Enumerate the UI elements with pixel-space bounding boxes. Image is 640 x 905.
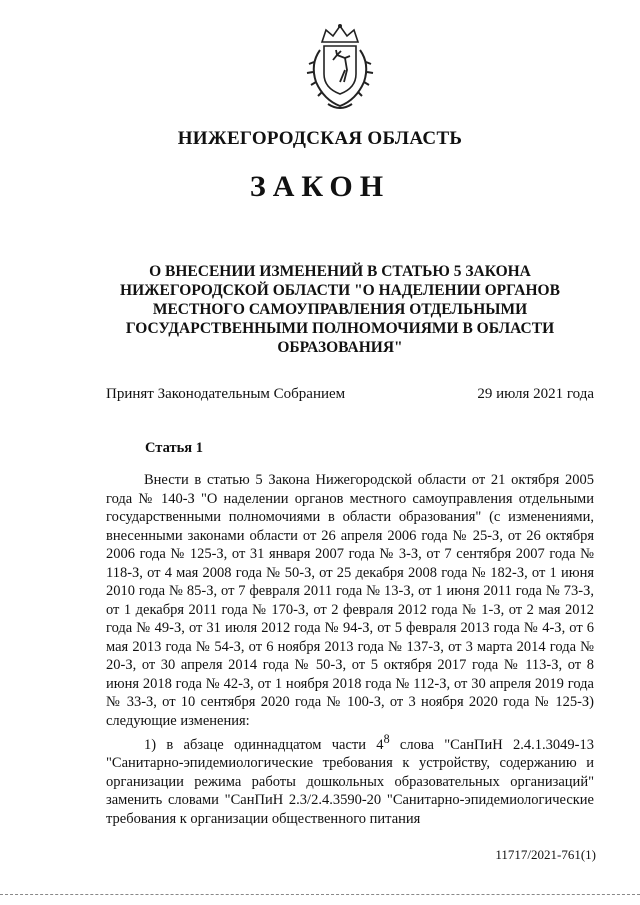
coat-of-arms-emblem (300, 22, 380, 114)
law-title: О ВНЕСЕНИИ ИЗМЕНЕНИЙ В СТАТЬЮ 5 ЗАКОНА НИЖЕГОРОДСКОЙ ОБЛАСТИ "О НАДЕЛЕНИИ ОРГАНОВ МЕСТНОГО САМОУПРАВЛЕНИЯ ОТДЕЛЬНЫМИ ГОСУДАРСТВЕННЫМИ ПОЛНОМОЧИЯМИ В ОБЛАСТИ ОБРАЗОВАНИЯ" (120, 263, 560, 356)
amendment-item-1 (106, 730, 594, 828)
page-bottom-divider (0, 894, 640, 895)
document-number: 11717/2021-761(1) (495, 847, 596, 862)
item1-superscript: 8 (383, 732, 390, 746)
adopted-by: Принят Законодательным Собранием (106, 386, 346, 402)
article-heading: Статья 1 (145, 440, 203, 456)
item1-prefix: 1) в абзаце одиннадцатом части 4 (144, 736, 384, 753)
region-name: НИЖЕГОРОДСКАЯ ОБЛАСТЬ (177, 128, 463, 149)
adoption-date: 29 июля 2021 года (477, 386, 594, 402)
document-type: ЗАКОН (249, 170, 391, 203)
article-intro: Внести в статью 5 Закона Нижегородской области от 21 октября 2005 года № 140-З "О наделении органов местного самоуправления отдельными государственными полномочиями в области образования" (с изменениями, внесенными законами области от 26 апреля 2006 года № 25-З, от 26 октября 2006 года № 125-З, от 31 января 2007 года № 3-З, от 7 сентября 2007 года № 118-З, от 4 мая 2008 года № 50-З, от 25 декабря 2008 года № 182-З, от 1 июня 2010 года № 85-З, от 7 февраля 2011 года № 13-З, от 1 июня 2011 года № 73-З, от 1 декабря 2011 года № 170-З, от 2 февраля 2012 года № 1-З, от 2 мая 2012 года № 49-З, от 31 июля 2012 года № 94-З, от 5 февраля 2013 года № 4-З, от 6 мая 2013 года № 54-З, от 6 ноября 2013 года № 137-З, от 3 марта 2014 года № 20-З, от 30 апреля 2014 года № 50-З, от 5 октября 2017 года № 113-З, от 8 июня 2018 года № 42-З, от 1 ноября 2018 года № 112-З, от 30 апреля 2019 года № 33-З, от 10 сентября 2020 года № 100-З, от 3 ноября 2020 года № 125-З) следующие изменения: (106, 472, 594, 729)
article-body (106, 471, 594, 828)
item1-text: слова "СанПиН 2.4.1.3049-13 "Санитарно-эпидемиологические требования к устройству, содержанию и организации режима работы дошкольных образовательных организаций" заменить словами "СанПиН 2.3/2.4.3590-20 "Санитарно-эпидемиологические требования к организации общественного питания (106, 736, 594, 827)
